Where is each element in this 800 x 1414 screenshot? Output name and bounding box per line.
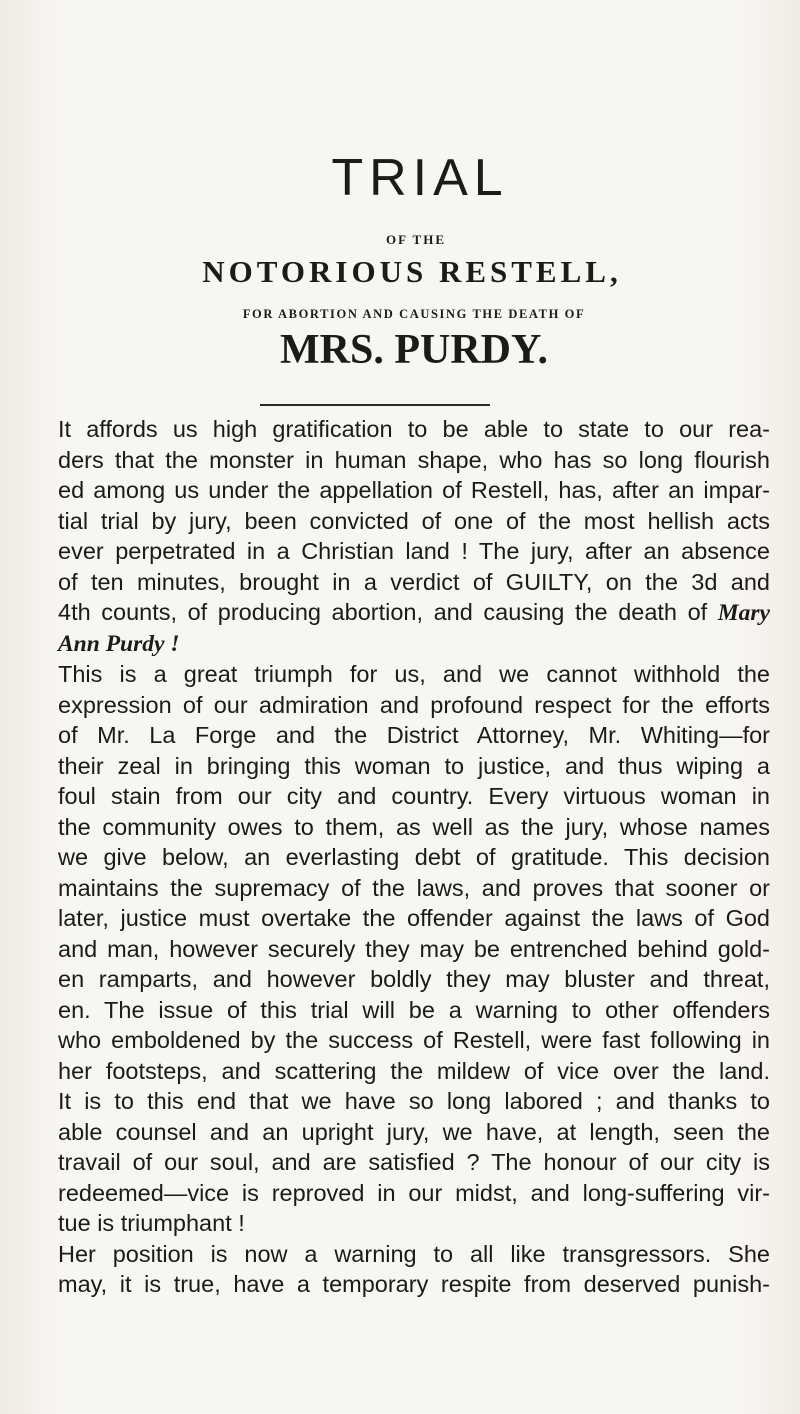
victim-name-text: Mary	[717, 600, 770, 626]
text-line: Ann Purdy !	[58, 630, 180, 657]
text-line: ders that the monster in human shape, who has so long flourish	[58, 446, 770, 473]
text-line: of Mr. La Forge and the District Attorney, Mr. Whiting—for	[58, 722, 770, 748]
text-line: travail of our soul, and are satisfied ? The honour of our city is	[58, 1149, 770, 1175]
text-line: tue is triumphant !	[58, 1210, 245, 1236]
text-line: able counsel and an upright jury, we have, at length, seen the	[58, 1118, 770, 1145]
title-trial: TRIAL	[331, 149, 509, 207]
title-mrs-purdy: MRS. PURDY.	[280, 327, 548, 373]
text-line: It is to this end that we have so long labored ; and thanks to	[58, 1088, 770, 1114]
text-line: This is a great triumph for us, and we cannot withhold the	[58, 661, 770, 687]
subtitle-of-the: OF THE	[385, 232, 447, 247]
text-line: redeemed—vice is reproved in our midst, and long-suffering vir-	[58, 1179, 770, 1206]
subtitle-charge: FOR ABORTION AND CAUSING THE DEATH OF	[242, 307, 586, 321]
body-text	[58, 414, 770, 1300]
text-line: maintains the supremacy of the laws, and proves that sooner or	[58, 874, 770, 901]
text-line: en ramparts, and however boldly they may bluster and threat,	[58, 966, 770, 992]
text-line: It affords us high gratification to be able to state to our rea-	[58, 416, 770, 442]
text-line: tial trial by jury, been convicted of one of the most hellish acts	[58, 507, 770, 534]
text-line: later, justice must overtake the offender against the laws of God	[58, 905, 770, 931]
text-line: 4th counts, of producing abortion, and causing the death of Mary	[58, 599, 770, 626]
text-line: Her position is now a warning to all like transgressors. She	[58, 1240, 770, 1267]
divider-rule	[260, 404, 490, 406]
text-line: foul stain from our city and country. Every virtuous woman in	[58, 783, 770, 809]
title-notorious-restell: NOTORIOUS RESTELL,	[202, 254, 622, 289]
text-line: who emboldened by the success of Restell, were fast following in	[58, 1027, 770, 1053]
text-line: ever perpetrated in a Christian land ! The jury, after an absence	[58, 538, 770, 564]
text-line: may, it is true, have a temporary respite from deserved punish-	[58, 1271, 770, 1297]
text-line: of ten minutes, brought in a verdict of GUILTY, on the 3d and	[58, 568, 770, 595]
text-line: we give below, an everlasting debt of gratitude. This decision	[58, 844, 770, 870]
text-line: the community owes to them, as well as the jury, whose names	[58, 813, 770, 840]
text-line: expression of our admiration and profound respect for the efforts	[58, 691, 770, 718]
text-line: her footsteps, and scattering the mildew of vice over the land.	[58, 1057, 770, 1084]
text-line: their zeal in bringing this woman to justice, and thus wiping a	[58, 752, 770, 779]
text-line: en. The issue of this trial will be a warning to other offenders	[58, 996, 770, 1023]
text-line: ed among us under the appellation of Restell, has, after an impar-	[58, 477, 770, 503]
text-line: and man, however securely they may be entrenched behind gold-	[58, 935, 770, 962]
